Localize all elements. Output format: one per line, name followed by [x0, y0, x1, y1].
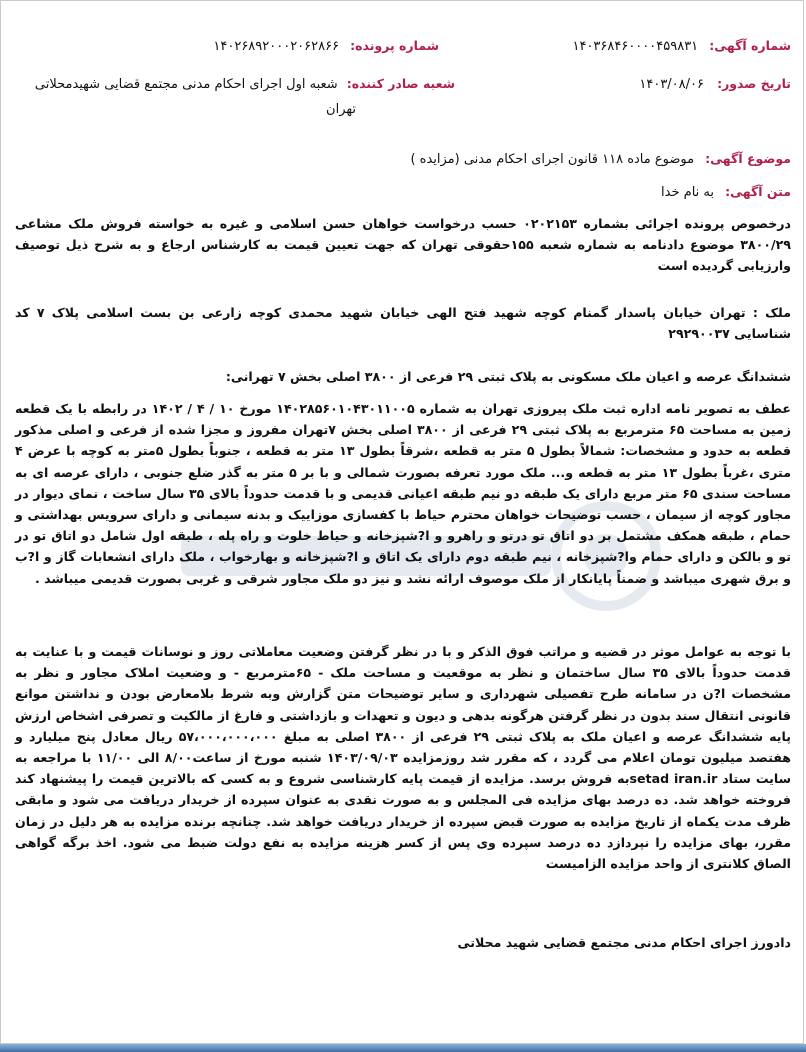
subject-value: موضوع ماده ۱۱۸ قانون اجرای احکام مدنی (مزایده )	[410, 152, 695, 167]
signature: دادورز اجرای احکام مدنی مجتمع قضایی شهید محلاتی	[457, 935, 791, 950]
case-number-label: شماره پرونده:	[350, 38, 439, 53]
issue-date-value: ۱۴۰۳/۰۸/۰۶	[639, 77, 704, 92]
issuing-branch-row	[35, 73, 455, 92]
case-number-value: ۱۴۰۲۶۸۹۲۰۰۰۲۰۶۲۸۶۶	[213, 39, 340, 54]
subject-row	[410, 148, 791, 167]
paragraph-property-description: عطف به تصویر نامه اداره ثبت ملک پیروزی تهران به شماره ۱۴۰۲۸۵۶۰۱۰۴۳۰۱۱۰۰۵ مورخ ۱۰ / ۴ / ۱۴۰۲ در رابطه با یک قطعه زمین به مساحت ۶۵ مترمربع به پلاک ثبتی ۲۹ فرعی از ۳۸۰۰ اصلی بخش ۷تهران مفروز و مجزا شده از فرعی و اصلی مذکور قطعه به حدود و مشخصات: شمالاً بطول ۵ متر به قطعه ،شرقاً بطول ۱۳ متر به قطعه ، جنوباً بطول ۵متر به کوچه با عرض ۴ متری ،غرباً بطول ۱۳ متر به قطعه و... ملک مورد تعرفه بصورت شمالی و با بر ۵ متر به گذر ضلع جنوبی ، دارای عرصه ای به مساحت سندی ۶۵ متر مربع دارای یک طبقه دو نیم طبقه اعیانی قدیمی و با قدمت حدوداً بالای ۳۵ سال ساخت ، نمای دیوار در مجاور کوچه از سیمان ، حسب توضیحات خواهان محترم حیاط با کفسازی موزاییک و بدنه سیمانی و دارای سرویس بهداشتی و حمام ، طبقه همکف مشتمل بر دو اتاق تو درتو و راهرو و ا?شپزخانه و حیاط خلوت و راه پله ، طبقه اول شامل دو اتاق تو در تو و بالکن و دارای حمام وا?شپزخانه ، نیم طبقه دوم دارای یک اتاق و ا?شپزخانه و بهارخواب ، ملک دارای انشعابات گاز و ا?ب و برق شهری میباشد و ضمناً پایانکار از ملک موصوف ارائه نشد و نیز دو ملک مجاور شرقی و غربی بصورت قدیمی میباشد .	[15, 401, 792, 586]
case-number-row	[213, 35, 439, 54]
text-intro: به نام خدا	[661, 185, 714, 200]
text-label: متن آگهی:	[725, 184, 791, 199]
issuing-branch-line1: شعبه اول اجرای احکام مدنی مجتمع قضایی شهیدمحلاتی	[34, 77, 338, 92]
issuing-branch-line2: تهران	[326, 102, 356, 117]
ad-number-value: ۱۴۰۳۶۸۴۶۰۰۰۰۴۵۹۸۳۱	[572, 39, 699, 54]
bottom-accent-bar	[0, 1044, 806, 1052]
ad-number-label: شماره آگهی:	[709, 38, 791, 53]
paragraph-property-title: ششدانگ عرصه و اعیان ملک مسکونی به پلاک ثبتی ۲۹ فرعی از ۳۸۰۰ اصلی بخش ۷ تهرانی:	[225, 369, 791, 384]
text-label-row	[661, 181, 791, 200]
paragraph-property-address: ملک : تهران خیابان پاسدار گمنام کوچه شهید فتح الهی خیابان شهید محمدی کوچه زارعی بن بست اسلامی پلاک ۷ کد شناسایی ۲۹۲۹۰۰۳۷	[15, 305, 791, 342]
paragraph-request: درخصوص پرونده اجرائی بشماره ۰۲۰۲۱۵۳ حسب درخواست خواهان حسن اسلامی و غیره به خواسته فروش ملک مشاعی ۳۸۰۰/۲۹ موضوع دادنامه به شماره شعبه ۱۵۵حقوقی تهران که جهت تعیین قیمت به کارشناس ارجاع و به شرح ذیل توصیف وارزیابی گردیده است	[15, 216, 791, 274]
issue-date-row	[639, 73, 791, 92]
paragraph-valuation-auction: با توجه به عوامل موثر در قضیه و مراتب فوق الذکر و با در نظر گرفتن وضعیت معاملاتی روز و نوسانات قیمت و با عنایت به قدمت حدوداً بالای ۳۵ سال ساختمان و نظر به موقعیت و مساحت ملک - ۶۵مترمربع - و وضعیت املاک مجاور و نظر به مشخصات ا?ن در سامانه طرح تفصیلی شهرداری و سایر توضیحات متن گزارش وبه شرط بلامعارض بودن و نداشتن موانع قانونی انتقال سند بدون در نظر گرفتن هرگونه بدهی و دیون و تعهدات و بازداشتی و فارغ از مالکیت و تصرفی اشخاص ارزش پایه ششدانگ عرصه و اعیان ملک به پلاک ثبتی ۲۹ فرعی از ۳۸۰۰ اصلی به مبلغ ۵۷،۰۰۰،۰۰۰،۰۰۰ ریال معادل پنج میلیارد و هفتصد میلیون تومان اعلام می گردد ، که مقرر شد روزمزایده ۱۴۰۳/۰۹/۰۳ شنبه مورخ از ساعت۸/۰۰ الی ۱۱/۰۰ با مراجعه به سایت ستاد setad iran.irبه فروش برسد. مزایده از قیمت پایه کارشناسی شروع و به کسی که بالاترین قیمت را پیشنهاد کند فروخته خواهد شد. ده درصد بهای مزایده فی المجلس و به صورت نقدی به عنوان سپرده از خریدار دریافت می شود و مابقی ظرف مدت یکماه از تاریخ مزایده به صورت قبض سپرده از خریدار دریافت خواهد شد. چنانچه برنده مزایده به هر دلیل در زمان مقرر، بهای مزایده را نپردازد ده درصد سپرده وی پس از کسر هزینه مزایده به نفع دولت ضبط می شود. اخذ برگه گواهی الصاق کلانتری از واحد مزایده الزامیست	[15, 644, 792, 872]
issuing-branch-row-2	[326, 98, 356, 117]
subject-label: موضوع آگهی:	[705, 151, 791, 166]
issue-date-label: تاریخ صدور:	[717, 76, 791, 91]
ad-number-row	[572, 35, 791, 54]
issuing-branch-label: شعبه صادر کننده:	[346, 76, 455, 91]
